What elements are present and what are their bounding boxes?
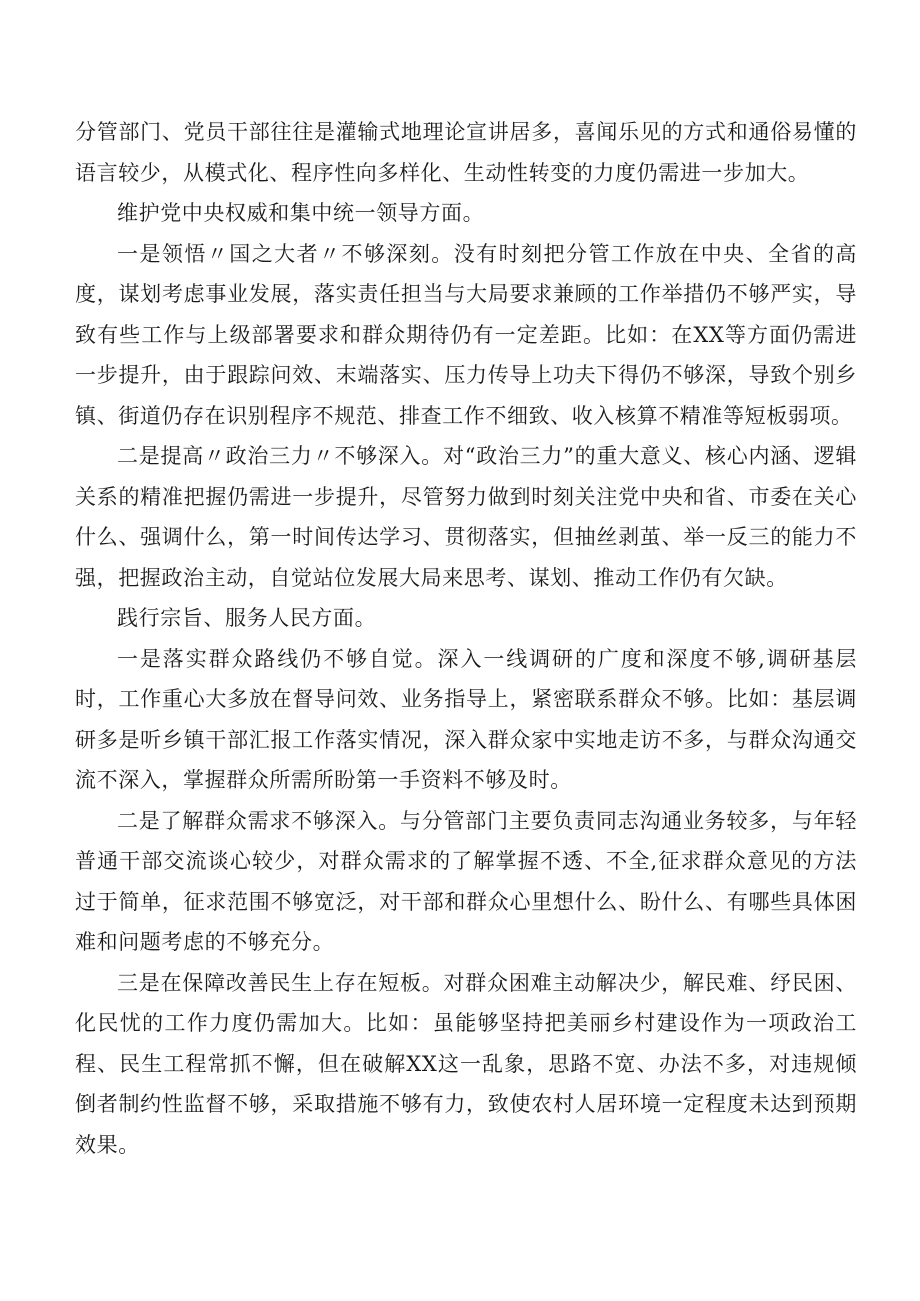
section-heading-serve-people: 践行宗旨、服务人民方面。 <box>117 606 377 630</box>
section-heading-party-authority: 维护党中央权威和集中统一领导方面。 <box>117 201 485 225</box>
paragraph-8: 三是在保障改善民生上存在短板。对群众困难主动解决少，解民难、纾民困、化民忧的工作力度仍需加大。比如：虽能够坚持把美丽乡村建设作为一项政治工程、民生工程常抓不懈，但在破解XX这一乱象，思路不宽、办法不多，对违规倾倒者制约性监督不够，采取措施不够有力，致使农村人居环境一定程度未达到预期效果。 <box>75 970 857 1157</box>
paragraph-6: 一是落实群众路线仍不够自觉。深入一线调研的广度和深度不够,调研基层时，工作重心大多放在督导问效、业务指导上，紧密联系群众不够。比如：基层调研多是听乡镇干部汇报工作落实情况，深入群众家中实地走访不多，与群众沟通交流不深入，掌握群众所需所盼第一手资料不够及时。 <box>75 646 857 792</box>
paragraph-1: 分管部门、党员干部往往是灌输式地理论宣讲居多，喜闻乐见的方式和通俗易懂的语言较少，从模式化、程序性向多样化、生动性转变的力度仍需进一步加大。 <box>75 120 857 185</box>
paragraph-7: 二是了解群众需求不够深入。与分管部门主要负责同志沟通业务较多，与年轻普通干部交流谈心较少，对群众需求的了解掌握不透、不全,征求群众意见的方法过于简单，征求范围不够宽泛，对干部和群众心里想什么、盼什么、有哪些具体困难和问题考虑的不够充分。 <box>75 808 857 954</box>
paragraph-4: 二是提高〃政治三力〃不够深入。对“政治三力”的重大意义、核心内涵、逻辑关系的精准把握仍需进一步提升，尽管努力做到时刻关注党中央和省、市委在关心什么、强调什么，第一时间传达学习、贯彻落实，但抽丝剥茧、举一反三的能力不强，把握政治主动，自觉站位发展大局来思考、谋划、推动工作仍有欠缺。 <box>75 444 857 590</box>
paragraph-3: 一是领悟〃国之大者〃不够深刻。没有时刻把分管工作放在中央、全省的高度，谋划考虑事业发展，落实责任担当与大局要求兼顾的工作举措仍不够严实，导致有些工作与上级部署要求和群众期待仍有一定差距。比如：在XX等方面仍需进一步提升，由于跟踪问效、末端落实、压力传导上功夫下得仍不够深，导致个别乡镇、街道仍存在识别程序不规范、排查工作不细致、收入核算不精准等短板弱项。 <box>75 241 857 428</box>
document-body <box>75 112 857 1165</box>
